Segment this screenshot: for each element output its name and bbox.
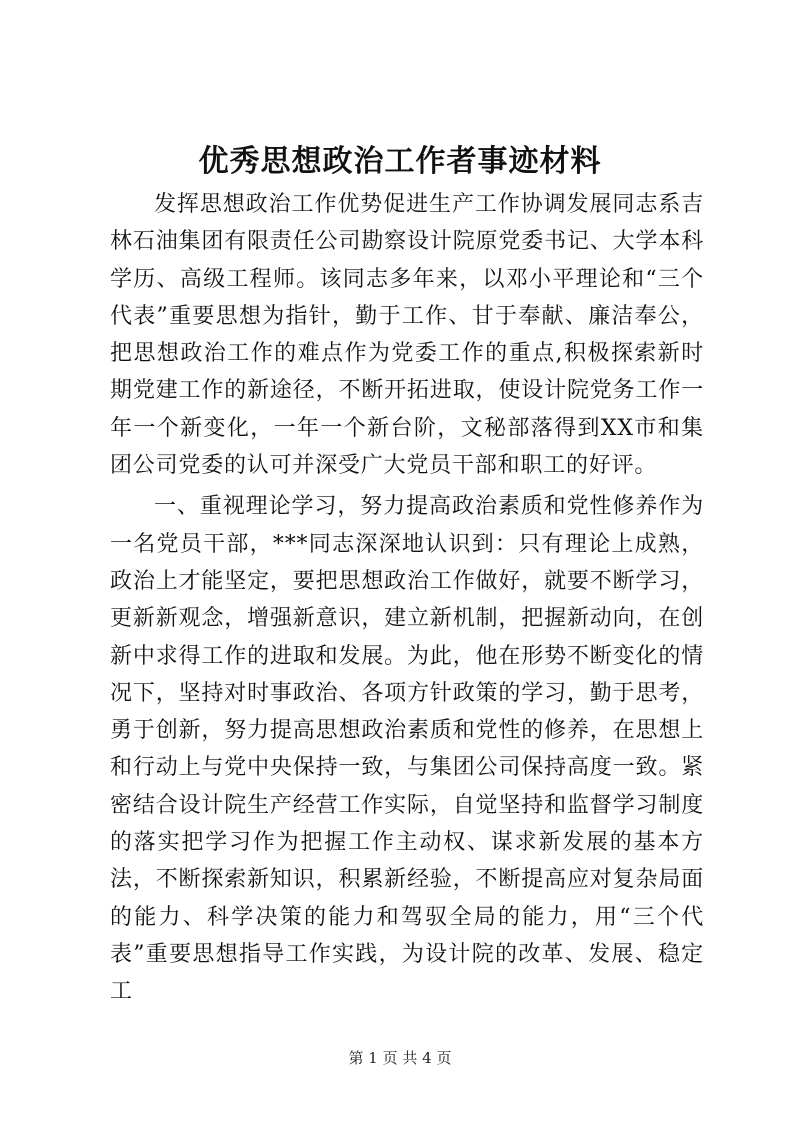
document-title: 优秀思想政治工作者事迹材料 [198,144,602,179]
body-paragraph-intro: 发挥思想政治工作优势促进生产工作协调发展同志系吉林石油集团有限责任公司勘察设计院原党委书记、大学本科学历、高级工程师。该同志多年来，以邓小平理论和“三个代表”重要思想为指针，勤于工作、甘于奉献、廉洁奉公，把思想政治工作的难点作为党委工作的重点,积极探索新时期党建工作的新途径，不断开拓进取，使设计院党务工作一年一个新变化，一年一个新台阶，文秘部落得到XX市和集团公司党委的认可并深受广大党员干部和职工的好评。 [110,192,704,479]
body-paragraph-section-one: 一、重视理论学习，努力提高政治素质和党性修养作为一名党员干部，***同志深深地认识到：只有理论上成熟，政治上才能坚定，要把思想政治工作做好，就要不断学习，更新新观念，增强新意识，建立新机制，把握新动向，在创新中求得工作的进取和发展。为此，他在形势不断变化的情况下，坚持对时事政治、各项方针政策的学习，勤于思考，勇于创新，努力提高思想政治素质和党性的修养，在思想上和行动上与党中央保持一致，与集团公司保持高度一致。紧密结合设计院生产经营工作实际，自觉坚持和监督学习制度的落实把学习作为把握工作主动权、谋求新发展的基本方法，不断探索新知识，积累新经验，不断提高应对复杂局面的能力、科学决策的能力和驾驭全局的能力，用“三个代表”重要思想指导工作实践，为设计院的改革、发展、稳定工 [110,494,704,1005]
page-footer: 第 1 页 共 4 页 [348,1049,452,1067]
document-body [110,186,704,1011]
